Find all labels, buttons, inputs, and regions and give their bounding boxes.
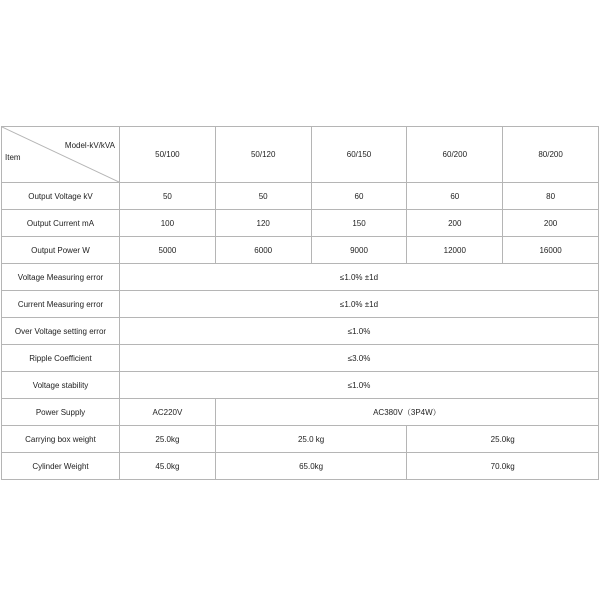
table-cell: 5000 <box>120 237 216 264</box>
table-row-output-power <box>2 237 599 264</box>
table-cell: 12000 <box>407 237 503 264</box>
table-cell: ≤1.0% ±1d <box>120 264 599 291</box>
table-cell: AC220V <box>120 399 216 426</box>
row-label: Power Supply <box>2 399 120 426</box>
table-cell: 100 <box>120 210 216 237</box>
table-cell: 200 <box>407 210 503 237</box>
row-label: Carrying box weight <box>2 426 120 453</box>
corner-header-cell <box>2 127 120 183</box>
table-row-output-current <box>2 210 599 237</box>
table-cell: 150 <box>311 210 407 237</box>
table-cell: AC380V（3P4W） <box>215 399 598 426</box>
row-label: Current Measuring error <box>2 291 120 318</box>
row-label: Voltage Measuring error <box>2 264 120 291</box>
table-cell: 25.0kg <box>407 426 599 453</box>
table-cell: 60 <box>311 183 407 210</box>
table-cell: 65.0kg <box>215 453 407 480</box>
row-label: Voltage stability <box>2 372 120 399</box>
row-label: Cylinder Weight <box>2 453 120 480</box>
model-header: 50/100 <box>120 127 216 183</box>
table-cell: ≤1.0% ±1d <box>120 291 599 318</box>
row-label: Output Power W <box>2 237 120 264</box>
table-cell: 25.0kg <box>120 426 216 453</box>
item-header-label: Item <box>5 153 21 162</box>
table-row-power-supply <box>2 399 599 426</box>
table-cell: ≤1.0% <box>120 372 599 399</box>
table-cell: ≤3.0% <box>120 345 599 372</box>
table-row-ripple-coefficient <box>2 345 599 372</box>
table-row-output-voltage <box>2 183 599 210</box>
model-header-label: Model-kV/kVA <box>64 141 115 150</box>
table-header-row <box>2 127 599 183</box>
model-header: 50/120 <box>215 127 311 183</box>
row-label: Output Current mA <box>2 210 120 237</box>
table-cell: 200 <box>503 210 599 237</box>
table-cell: 80 <box>503 183 599 210</box>
table-cell: 9000 <box>311 237 407 264</box>
model-header: 80/200 <box>503 127 599 183</box>
table-row-current-measuring-error <box>2 291 599 318</box>
table-row-voltage-measuring-error <box>2 264 599 291</box>
table-cell: ≤1.0% <box>120 318 599 345</box>
table-row-carrying-box-weight <box>2 426 599 453</box>
table-cell: 25.0 kg <box>215 426 407 453</box>
model-header: 60/150 <box>311 127 407 183</box>
row-label: Ripple Coefficient <box>2 345 120 372</box>
table-cell: 50 <box>215 183 311 210</box>
table-cell: 60 <box>407 183 503 210</box>
model-header: 60/200 <box>407 127 503 183</box>
table-cell: 45.0kg <box>120 453 216 480</box>
table-cell: 70.0kg <box>407 453 599 480</box>
table-cell: 6000 <box>215 237 311 264</box>
table-row-cylinder-weight <box>2 453 599 480</box>
table-cell: 50 <box>120 183 216 210</box>
spec-table <box>1 126 599 480</box>
table-row-voltage-stability <box>2 372 599 399</box>
table-cell: 16000 <box>503 237 599 264</box>
row-label: Output Voltage kV <box>2 183 120 210</box>
row-label: Over Voltage setting error <box>2 318 120 345</box>
table-cell: 120 <box>215 210 311 237</box>
table-row-over-voltage-setting-error <box>2 318 599 345</box>
